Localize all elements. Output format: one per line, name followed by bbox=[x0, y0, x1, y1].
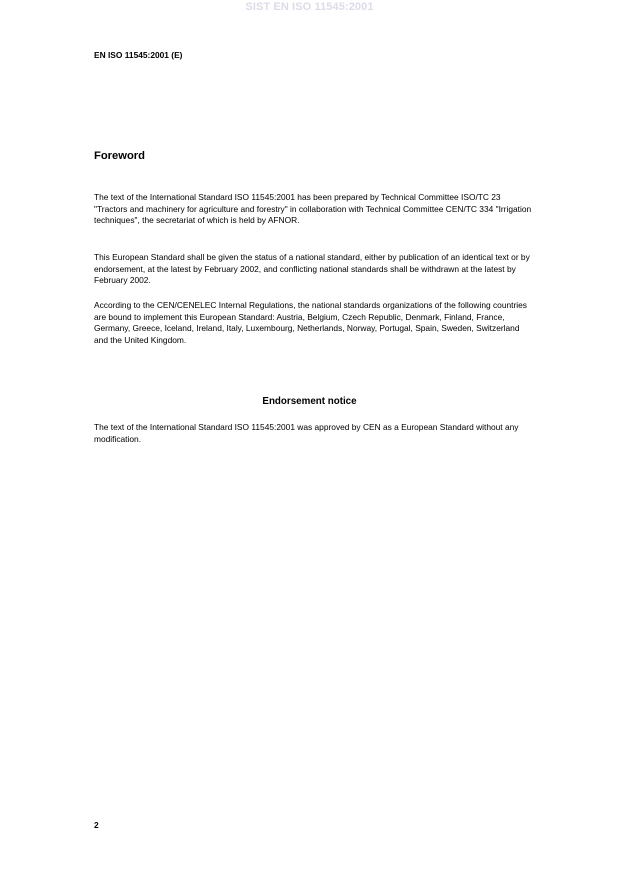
page-number: 2 bbox=[94, 820, 99, 830]
foreword-paragraph-2: This European Standard shall be given the status of a national standard, either by publication of an identical text or by endorsement, at the latest by February 2002, and conflicting national standards shall be withdrawn at the latest by February 2002. bbox=[94, 252, 530, 285]
watermark: SIST EN ISO 11545:2001 bbox=[245, 1, 374, 13]
foreword-paragraph-1: The text of the International Standard ISO 11545:2001 has been prepared by Technical Committee ISO/TC 23 "Tractors and machinery for agriculture and forestry" in collaboration with Technical Committee CEN/TC 334 "Irrigation techniques", the secretariat of which is held by AFNOR. bbox=[94, 192, 532, 225]
endorsement-paragraph: The text of the International Standard ISO 11545:2001 was approved by CEN as a European Standard without any modification. bbox=[94, 422, 519, 444]
foreword-paragraph-3: According to the CEN/CENELEC Internal Regulations, the national standards organizations of the following countries are bound to implement this European Standard: Austria, Belgium, Czech Republic, Denmark, Finland, France, Germany, Greece, Iceland, Ireland, Italy, Luxembourg, Netherlands, Norway, Portugal, Spain, Sweden, Switzerland and the United Kingdom. bbox=[94, 300, 527, 345]
document-id-header: EN ISO 11545:2001 (E) bbox=[94, 50, 183, 60]
foreword-heading: Foreword bbox=[94, 150, 145, 162]
endorsement-heading: Endorsement notice bbox=[262, 396, 357, 407]
